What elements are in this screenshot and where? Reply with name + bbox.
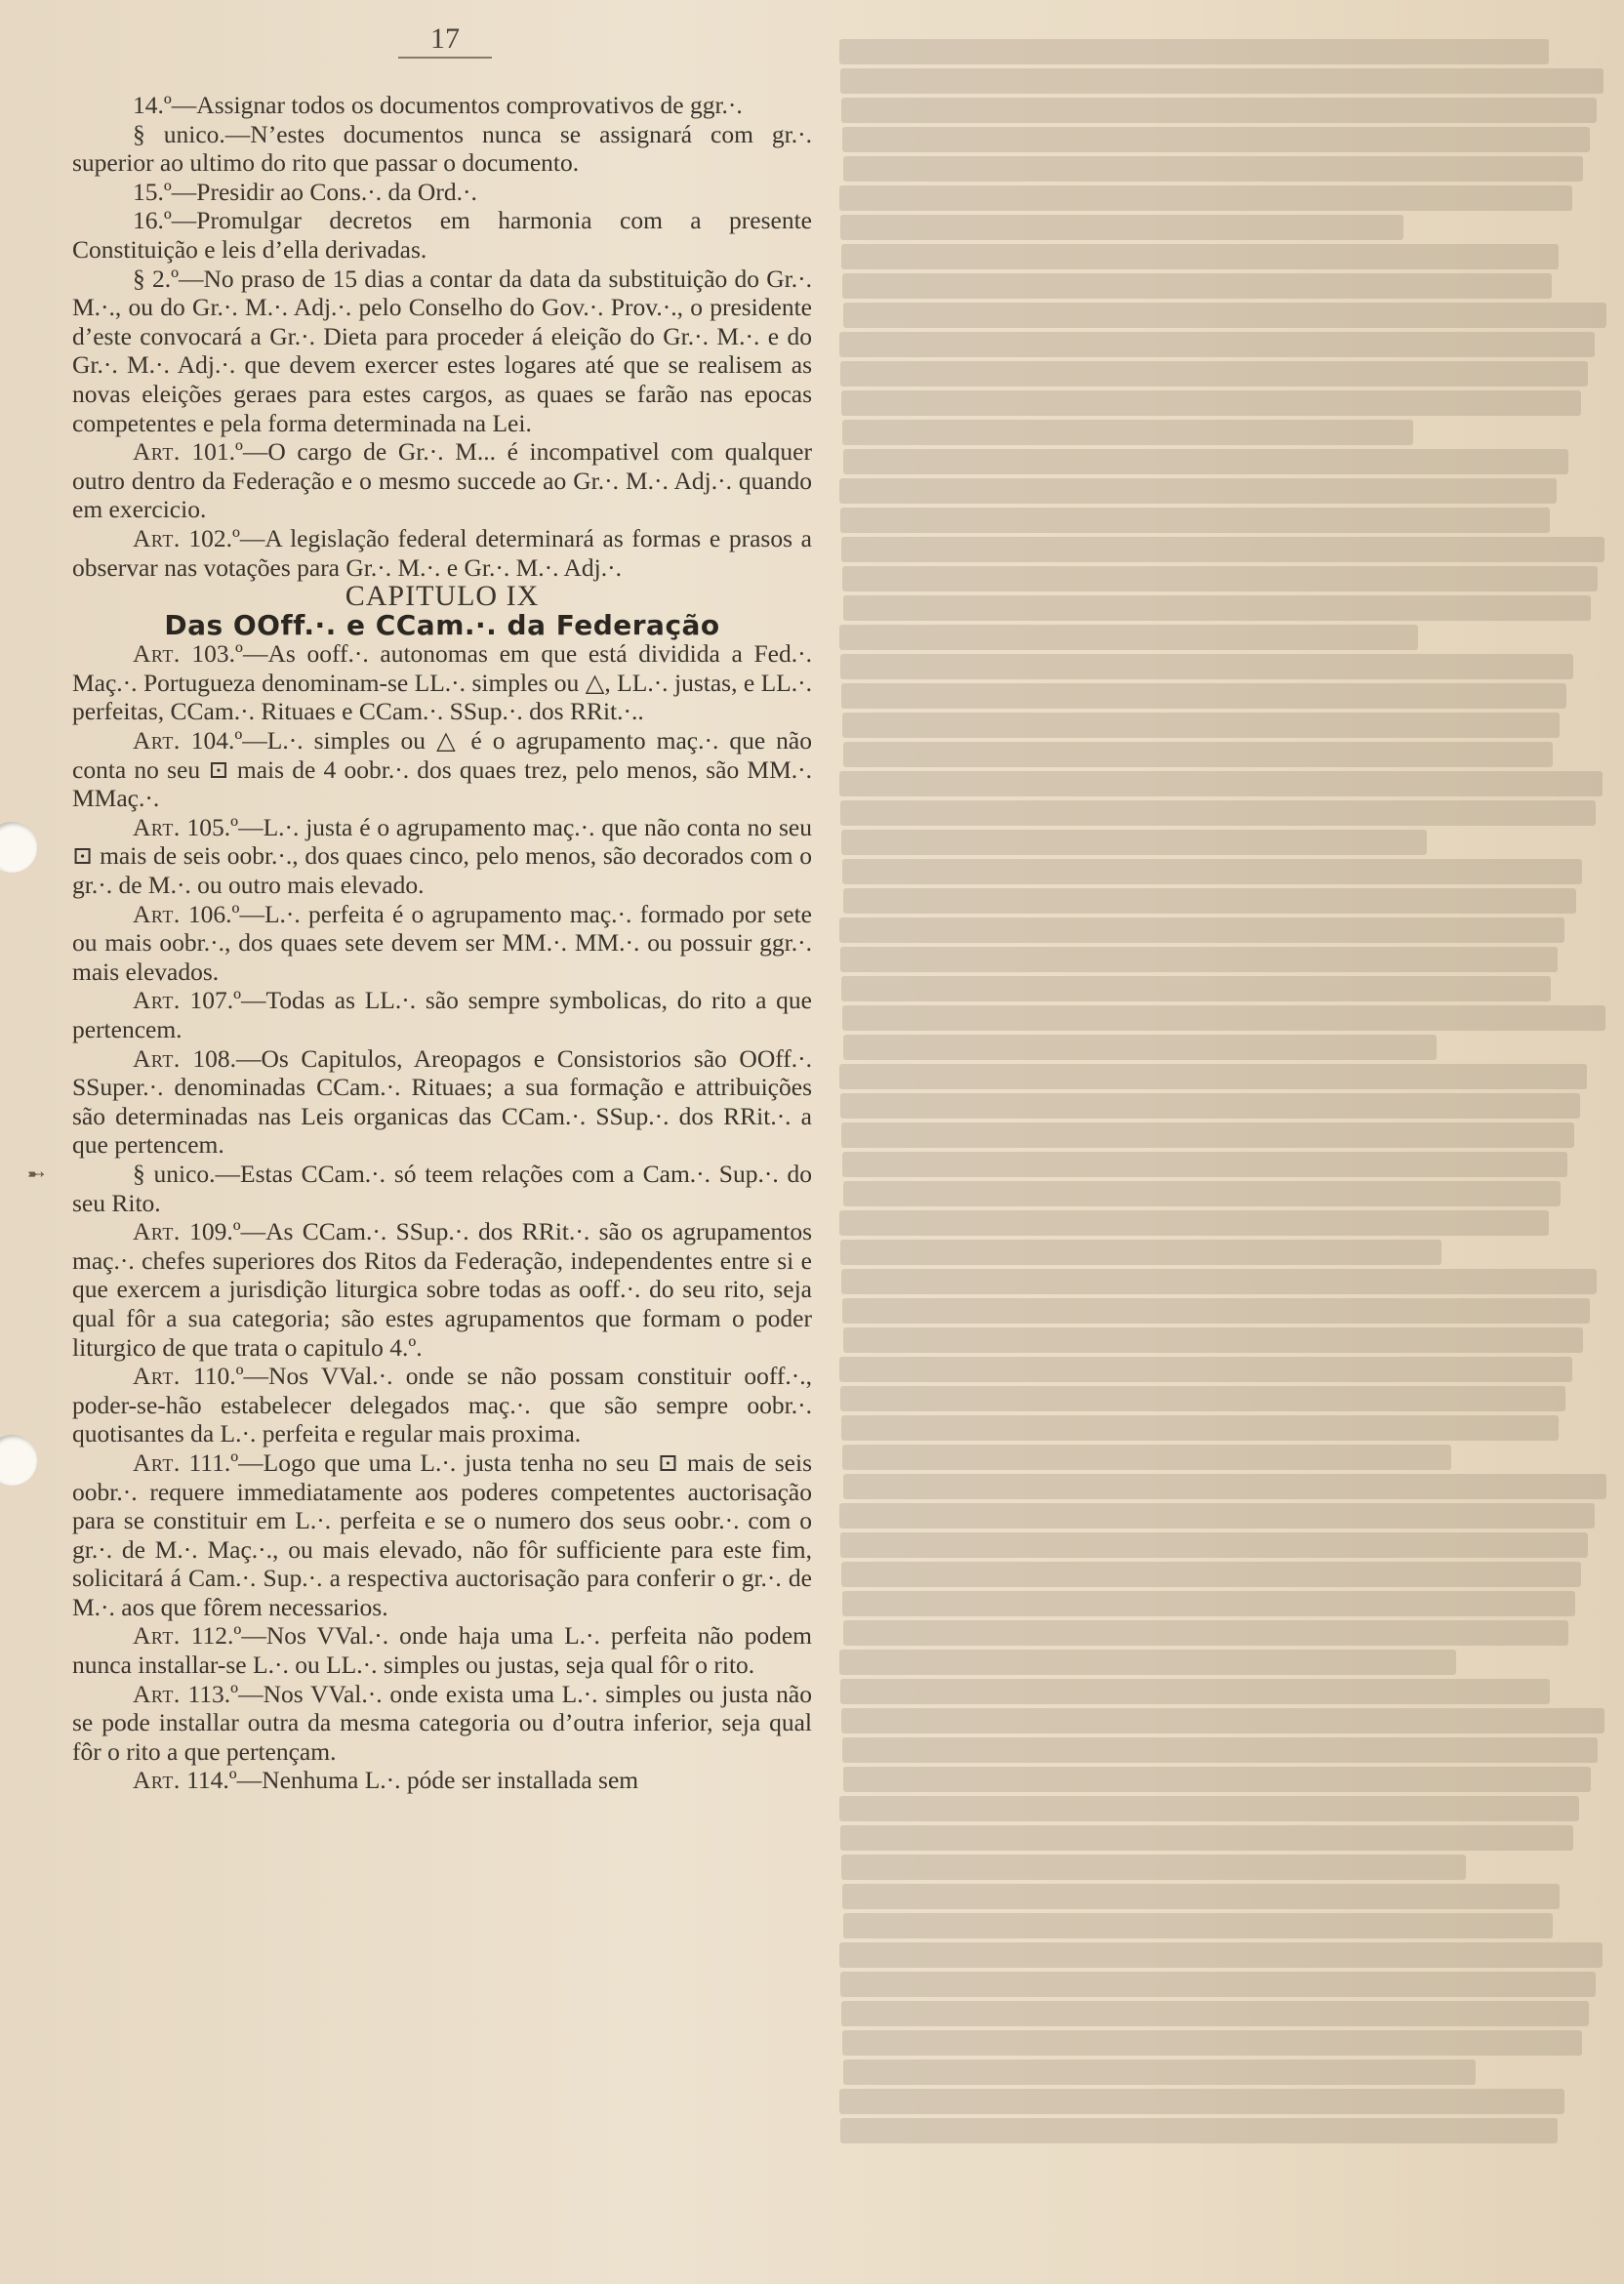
article-paragraph: Art. 105.º—L.·. justa é o agrupamento maç.·. que não conta no seu ⊡ mais de seis oobr.·., dos quaes cinco, pelo menos, são decorados com o gr.·. de M.·. ou outro mais elevado. bbox=[72, 812, 812, 900]
bleed-line bbox=[843, 156, 1583, 182]
bleed-line bbox=[842, 859, 1582, 884]
article-paragraph: Art. 110.º—Nos VVal.·. onde se não possam constituir ooff.·., poder-se-hão estabelecer delegados maç.·. que são sempre oobr.·. quotisantes da L.·. perfeita e regular mais proxima. bbox=[72, 1362, 813, 1448]
bleed-line bbox=[840, 361, 1588, 387]
paragraph: 14.º—Assignar todos os documentos comprovativos de ggr.·. bbox=[133, 91, 743, 119]
bleed-line bbox=[839, 1942, 1603, 1968]
bleed-line bbox=[843, 449, 1568, 474]
bleed-line bbox=[841, 1562, 1581, 1587]
bleed-line bbox=[843, 742, 1553, 767]
article-label: Art. bbox=[133, 1621, 181, 1651]
article-paragraph: Art. 102.º—A legislação federal determinará as formas e prasos a observar nas votações para Gr.·. M.·. e Gr.·. M.·. Adj.·. bbox=[72, 523, 812, 582]
bleed-line bbox=[840, 654, 1573, 679]
paragraph: § unico.—N’estes documentos nunca se assignará com gr.·. superior ao ultimo do rito que passar o documento. bbox=[72, 119, 812, 178]
bleed-line bbox=[841, 683, 1566, 709]
paragraph: § unico.—Estas CCam.·. só teem relações com a Cam.·. Sup.·. do seu Rito. bbox=[72, 1159, 812, 1217]
text-column bbox=[72, 91, 812, 1795]
bleed-line bbox=[840, 68, 1604, 94]
article-label: Art. bbox=[133, 1217, 181, 1246]
article-label: Art. bbox=[133, 1766, 181, 1795]
punch-hole bbox=[0, 822, 37, 873]
bleed-line bbox=[841, 830, 1427, 855]
article-paragraph: Art. 103.º—As ooff.·. autonomas em que está dividida a Fed.·. Maç.·. Portugueza denominam-se LL.·. simples ou △, LL.·. justas, e LL.·. perfeitas, CCam.·. Rituaes e CCam.·. SSup.·. dos RRit.·.. bbox=[72, 639, 812, 726]
article-paragraph: Art. 106.º—L.·. perfeita é o agrupamento maç.·. formado por sete ou mais oobr.·., dos quaes sete devem ser MM.·. MM.·. ou possuir ggr.·. mais elevados. bbox=[72, 899, 812, 986]
bleed-line bbox=[843, 888, 1576, 914]
article-label: Art. bbox=[133, 1362, 181, 1391]
bleed-line bbox=[841, 1708, 1604, 1733]
bleed-line bbox=[839, 1503, 1595, 1529]
article-paragraph: Art. 101.º—O cargo de Gr.·. M... é incompativel com qualquer outro dentro da Federação e o mesmo succede ao Gr.·. M.·. Adj.·. quando em exercicio. bbox=[72, 437, 812, 524]
bleed-line bbox=[841, 1855, 1466, 1880]
bleed-line bbox=[843, 1035, 1437, 1060]
bleed-line bbox=[843, 1620, 1568, 1646]
bleed-line bbox=[839, 1064, 1587, 1089]
bleed-line bbox=[839, 185, 1572, 211]
bleed-line bbox=[843, 1327, 1583, 1353]
bleed-line bbox=[842, 566, 1598, 591]
article-label: Art. bbox=[133, 1043, 181, 1073]
bleed-line bbox=[839, 625, 1418, 650]
bleed-line bbox=[843, 303, 1606, 328]
bleed-line bbox=[841, 1415, 1559, 1441]
article-label: Art. bbox=[133, 726, 181, 755]
article-paragraph: Art. 113.º—Nos VVal.·. onde exista uma L.·. simples ou justa não se pode installar outra da mesma categoria ou d’outra inferior, seja qual fôr o rito a que pertençam. bbox=[72, 1679, 813, 1766]
bleed-line bbox=[841, 2001, 1589, 2026]
bleed-line bbox=[842, 1445, 1451, 1470]
bleed-line bbox=[842, 1737, 1598, 1763]
article-paragraph: Art. 111.º—Logo que uma L.·. justa tenha no seu ⊡ mais de seis oobr.·. requere immediatamente aos poderes competentes auctorisação para se constituir em L.·. perfeita e se o numero dos seus oobr.·. com o gr.·. de M.·. Maç.·., ou mais elevado, não fôr sufficiente para este fim, solicitará á Cam.·. Sup.·. a respectiva auctorisação para conferir o gr.·. de M.·. aos que fôrem necessarios. bbox=[72, 1448, 813, 1621]
bleed-line bbox=[839, 39, 1549, 64]
article-label: Art. bbox=[133, 899, 181, 928]
bleed-line bbox=[839, 1210, 1549, 1236]
bleed-line bbox=[842, 420, 1413, 445]
bleed-line bbox=[840, 800, 1596, 826]
paragraph: 15.º—Presidir ao Cons.·. da Ord.·. bbox=[133, 177, 477, 206]
paragraph: § 2.º—No praso de 15 dias a contar da data da substituição do Gr.·. M.·., ou do Gr.·. M.·. Adj.·. pelo Conselho do Gov.·. Prov.·., o presidente d’este convocará a Gr.·. Dieta para proceder á eleição do Gr.·. M.·. e do Gr.·. M.·. Adj.·. que devem exercer estes logares até que se realisem as novas eleições geraes para estes cargos, as quaes se farão nas epocas competentes e pela forma determinada na Lei. bbox=[72, 264, 812, 437]
bleed-line bbox=[843, 1767, 1591, 1792]
bleed-line bbox=[842, 1298, 1590, 1324]
bleed-line bbox=[842, 1591, 1575, 1616]
article-label: Art. bbox=[133, 1679, 181, 1708]
bleed-line bbox=[841, 1122, 1574, 1148]
bleed-line bbox=[840, 1679, 1550, 1704]
bleed-line bbox=[839, 918, 1564, 943]
bleed-line bbox=[840, 1093, 1580, 1119]
bleed-line bbox=[841, 976, 1551, 1001]
bleed-line bbox=[842, 273, 1552, 299]
bleed-line bbox=[839, 1650, 1456, 1675]
bleed-line bbox=[843, 595, 1591, 621]
bleed-line bbox=[840, 1825, 1573, 1851]
article-label: Art. bbox=[133, 437, 181, 467]
bleed-line bbox=[841, 98, 1597, 123]
article-paragraph: Art. 112.º—Nos VVal.·. onde haja uma L.·. perfeita não podem nunca installar-se L.·. ou LL.·. simples ou justas, seja qual fôr o rito. bbox=[72, 1621, 813, 1680]
bleed-line bbox=[843, 2060, 1476, 2085]
paragraph: 16.º—Promulgar decretos em harmonia com a presente Constituição e leis d’ella derivadas. bbox=[72, 206, 812, 264]
bleed-line bbox=[840, 508, 1550, 533]
bleed-line bbox=[841, 537, 1604, 562]
bleed-line bbox=[843, 1181, 1561, 1206]
bleed-line bbox=[842, 1152, 1567, 1177]
bleed-line bbox=[839, 1796, 1579, 1821]
bleed-line bbox=[839, 2089, 1564, 2114]
bleed-line bbox=[841, 390, 1581, 416]
article-label: Art. bbox=[133, 523, 181, 552]
bleed-through-text bbox=[839, 39, 1610, 2264]
bleed-line bbox=[840, 215, 1403, 240]
page-number: 17 bbox=[398, 21, 492, 59]
article-paragraph: Art. 107.º—Todas as LL.·. são sempre symbolicas, do rito a que pertencem. bbox=[72, 986, 812, 1043]
bleed-line bbox=[842, 127, 1590, 152]
bleed-line bbox=[842, 2030, 1582, 2056]
article-label: Art. bbox=[133, 812, 181, 841]
bleed-line bbox=[843, 1474, 1606, 1499]
chapter-title: CAPITULO IX bbox=[345, 580, 540, 613]
bleed-line bbox=[840, 947, 1558, 972]
bleed-line bbox=[839, 1357, 1572, 1382]
bleed-line bbox=[841, 1269, 1597, 1294]
bleed-line bbox=[840, 2118, 1558, 2143]
article-label: Art. bbox=[133, 1448, 181, 1477]
margin-mark: ➸ bbox=[27, 1162, 46, 1186]
bleed-line bbox=[842, 713, 1560, 738]
bleed-line bbox=[842, 1884, 1560, 1909]
bleed-line bbox=[839, 332, 1595, 357]
bleed-line bbox=[840, 1532, 1588, 1558]
bleed-line bbox=[842, 1005, 1605, 1031]
article-paragraph: Art. 108.—Os Capitulos, Areopagos e Consistorios são OOff.·. SSuper.·. denominadas CCam.·. Rituaes; a sua formação e attribuições são determinadas nas Leis organicas das CCam.·. SSup.·. dos RRit.·. a que pertencem. bbox=[72, 1043, 812, 1160]
article-paragraph: Art. 104.º—L.·. simples ou △ é o agrupamento maç.·. que não conta no seu ⊡ mais de 4 oobr.·. dos quaes trez, pelo menos, são MM.·. MMaç.·. bbox=[72, 726, 813, 813]
article-paragraph: Art. 114.º—Nenhuma L.·. póde ser installada sem bbox=[133, 1766, 639, 1795]
punch-hole bbox=[0, 1435, 37, 1486]
bleed-line bbox=[840, 1386, 1565, 1411]
article-paragraph: Art. 109.º—As CCam.·. SSup.·. dos RRit.·. são os agrupamentos maç.·. chefes superiores dos Ritos da Federação, independentes entre si e que exercem a jurisdição liturgica sobre todas as ooff.·. do seu rito, seja qual fôr a sua categoria; são estes agrupamentos que formam o poder liturgico de que trata o capitulo 4.º. bbox=[72, 1217, 812, 1362]
bleed-line bbox=[843, 1913, 1553, 1938]
bleed-line bbox=[841, 244, 1559, 269]
bleed-line bbox=[840, 1972, 1596, 1997]
article-label: Art. bbox=[133, 639, 181, 669]
bleed-line bbox=[839, 478, 1557, 504]
bleed-line bbox=[839, 771, 1603, 796]
bleed-line bbox=[840, 1240, 1441, 1265]
article-label: Art. bbox=[133, 986, 181, 1015]
chapter-subtitle: Das OOff.·. e CCam.·. da Federação bbox=[164, 608, 720, 641]
